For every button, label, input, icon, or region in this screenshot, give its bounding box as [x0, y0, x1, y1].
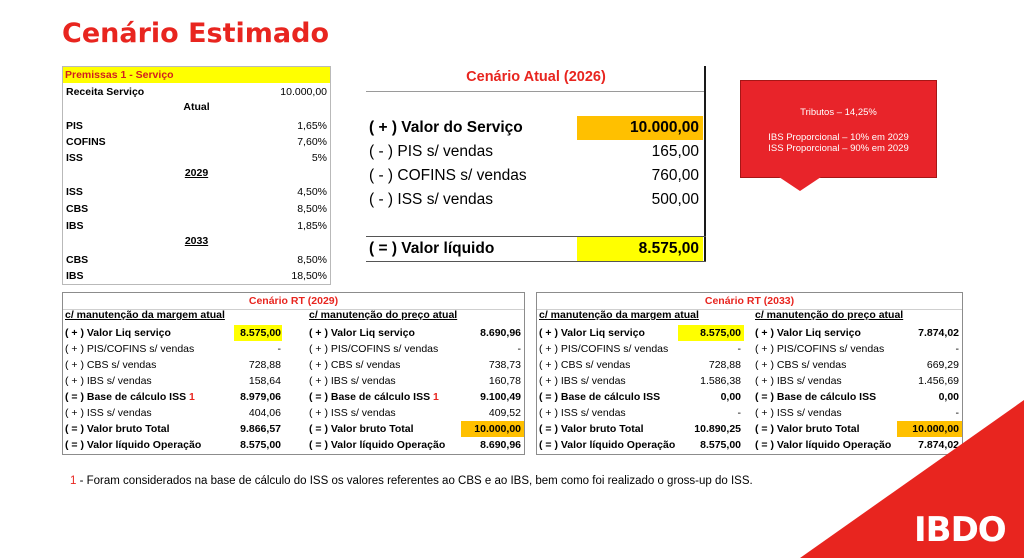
premissa-row: COFINS 7,60%: [66, 136, 327, 148]
column-header: c/ manutenção da margem atual: [65, 309, 225, 321]
cenario-atual-row: ( - ) ISS s/ vendas 500,00: [369, 191, 699, 208]
callout-tail: [779, 177, 821, 191]
table-row: ( = ) Valor bruto Total 10.000,00: [309, 423, 521, 435]
table-row: ( = ) Base de cálculo ISS 1 8.979,06: [65, 391, 281, 403]
table-row: ( = ) Valor bruto Total 9.866,57: [65, 423, 281, 435]
footnote-text: - Foram considerados na base de cálculo do ISS os valores referentes ao CBS e ao IBS, bem como foi realizado o gross-up do ISS.: [76, 475, 753, 487]
table-row: ( + ) Valor Liq serviço 8.690,96: [309, 327, 521, 339]
tributos-callout: [740, 80, 937, 178]
table-row: ( + ) PIS/COFINS s/ vendas -: [309, 343, 521, 355]
cenario-atual-row: ( - ) PIS s/ vendas 165,00: [369, 143, 699, 160]
premissa-row: CBS 8,50%: [66, 203, 327, 215]
table-row: ( = ) Base de cálculo ISS 1 9.100,49: [309, 391, 521, 403]
table-row: ( = ) Valor líquido Operação 8.575,00: [539, 439, 741, 451]
rt-2029-title: Cenário RT (2029): [248, 295, 339, 307]
receita-label: Receita Serviço: [66, 86, 145, 98]
receita-value: 10.000,00: [280, 86, 327, 98]
premissa-row: ISS 4,50%: [66, 186, 327, 198]
premissa-row: IBS 1,85%: [66, 220, 327, 232]
premissa-row: CBS 8,50%: [66, 254, 327, 266]
divider: [366, 91, 706, 92]
footnote-number: 1: [70, 475, 77, 487]
cenario-atual-total-row: ( = ) Valor líquido 8.575,00: [369, 240, 699, 257]
cenario-atual-row: ( - ) COFINS s/ vendas 760,00: [369, 167, 699, 184]
divider: [704, 66, 706, 261]
table-row: ( + ) Valor Liq serviço 7.874,02: [755, 327, 959, 339]
bdo-logo: IBDO: [914, 510, 1006, 550]
table-row: ( + ) PIS/COFINS s/ vendas -: [65, 343, 281, 355]
table-row: ( = ) Base de cálculo ISS 0,00: [755, 391, 959, 403]
table-row: ( + ) CBS s/ vendas 728,88: [65, 359, 281, 371]
callout-line-3: ISS Proporcional – 90% em 2029: [768, 143, 909, 154]
table-row: ( + ) Valor Liq serviço 8.575,00: [65, 327, 281, 339]
table-row: ( + ) IBS s/ vendas 1.456,69: [755, 375, 959, 387]
page-title: Cenário Estimado: [62, 18, 329, 49]
table-row: ( + ) CBS s/ vendas 728,88: [539, 359, 741, 371]
column-header: c/ manutenção do preço atual: [755, 309, 904, 321]
premissa-row: PIS 1,65%: [66, 120, 327, 132]
premissas-header: Premissas 1 - Serviço: [63, 67, 330, 83]
premissa-row: ISS 5%: [66, 152, 327, 164]
table-row: ( = ) Valor líquido Operação 8.575,00: [65, 439, 281, 451]
table-row: ( + ) CBS s/ vendas 669,29: [755, 359, 959, 371]
section-2029: 2029: [184, 167, 209, 179]
column-header: c/ manutenção do preço atual: [309, 309, 458, 321]
premissas-receita-row: [63, 84, 330, 100]
table-row: ( + ) PIS/COFINS s/ vendas -: [755, 343, 959, 355]
table-row: ( = ) Valor líquido Operação 7.874,02: [755, 439, 959, 451]
table-row: ( + ) ISS s/ vendas -: [539, 407, 741, 419]
rt-2033-title: Cenário RT (2033): [704, 295, 795, 307]
premissas-table: [62, 66, 331, 285]
table-row: ( = ) Valor líquido Operação 8.690,96: [309, 439, 521, 451]
column-header: c/ manutenção da margem atual: [539, 309, 699, 321]
cenario-rt-2029-table: [62, 292, 525, 455]
footnote: [70, 475, 753, 487]
cenario-atual-row: ( + ) Valor do Serviço 10.000,00: [369, 119, 699, 136]
table-row: ( + ) IBS s/ vendas 158,64: [65, 375, 281, 387]
table-row: ( = ) Valor bruto Total 10.890,25: [539, 423, 741, 435]
table-row: ( + ) Valor Liq serviço 8.575,00: [539, 327, 741, 339]
callout-line-1: Tributos – 14,25%: [800, 107, 877, 118]
premissa-row: IBS 18,50%: [66, 270, 327, 282]
cenario-atual-title: Cenário Atual (2026): [466, 69, 606, 85]
table-row: ( + ) CBS s/ vendas 738,73: [309, 359, 521, 371]
table-row: ( + ) ISS s/ vendas -: [755, 407, 959, 419]
section-atual: Atual: [183, 101, 210, 113]
table-row: ( + ) PIS/COFINS s/ vendas -: [539, 343, 741, 355]
divider: [366, 261, 706, 262]
callout-line-2: IBS Proporcional – 10% em 2029: [768, 132, 909, 143]
table-row: ( + ) IBS s/ vendas 160,78: [309, 375, 521, 387]
section-2033: 2033: [184, 235, 209, 247]
table-row: ( + ) ISS s/ vendas 409,52: [309, 407, 521, 419]
table-row: ( + ) IBS s/ vendas 1.586,38: [539, 375, 741, 387]
table-row: ( + ) ISS s/ vendas 404,06: [65, 407, 281, 419]
table-row: ( = ) Base de cálculo ISS 0,00: [539, 391, 741, 403]
table-row: ( = ) Valor bruto Total 10.000,00: [755, 423, 959, 435]
